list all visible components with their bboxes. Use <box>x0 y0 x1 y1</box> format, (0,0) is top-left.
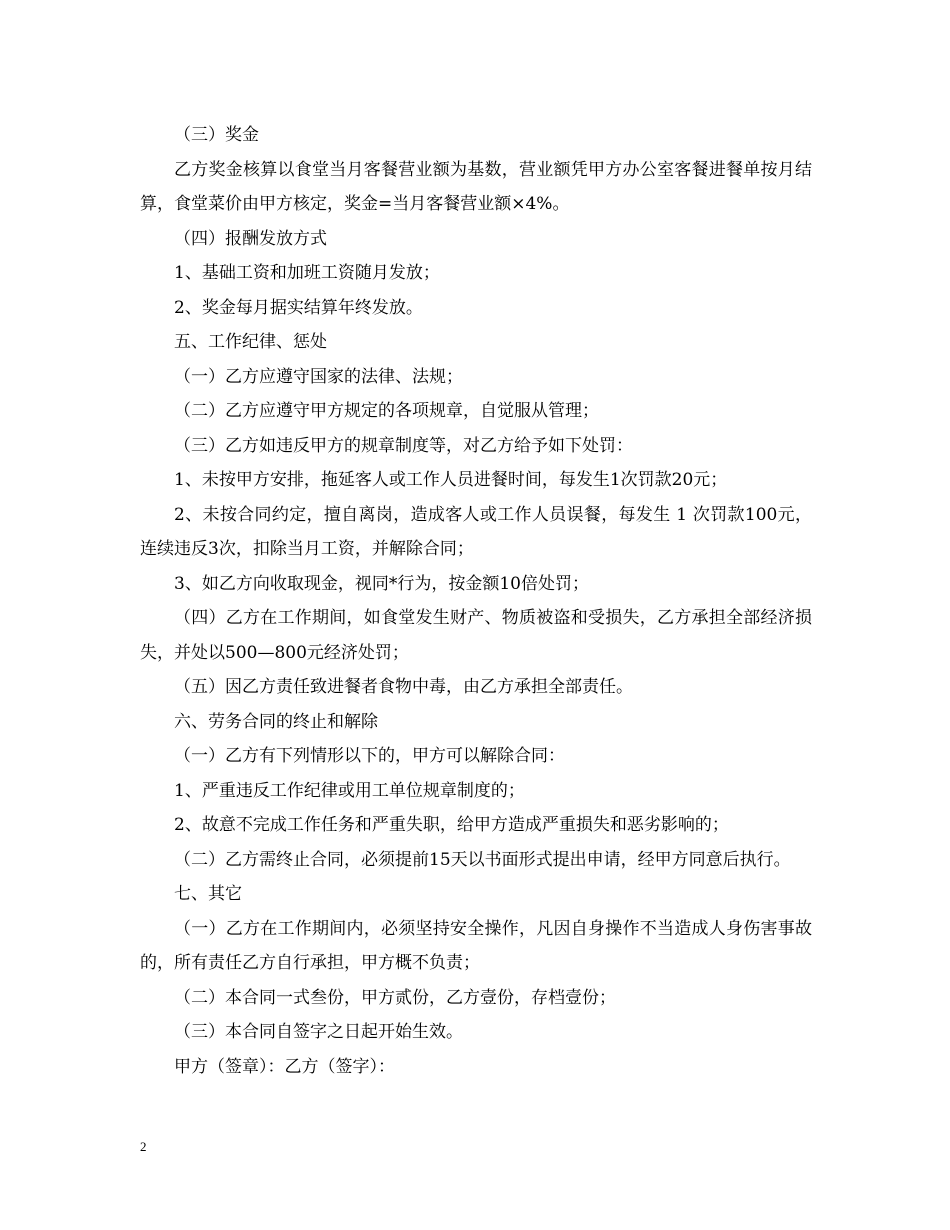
paragraph-other-3: （三）本合同自签字之日起开始生效。 <box>174 1022 463 1042</box>
list-item-payment-2: 2、奖金每月据实结算年终发放。 <box>174 297 423 318</box>
section-heading-termination: 六、劳务合同的终止和解除 <box>174 711 378 732</box>
list-item-penalty-3: 3、如乙方向收取现金，视同*行为，按金额10倍处罚； <box>174 573 589 594</box>
list-item-payment-1: 1、基础工资和加班工资随月发放； <box>174 263 440 283</box>
section-heading-discipline: 五、工作纪律、惩处 <box>174 332 327 352</box>
paragraph-termination-2: （二）乙方需终止合同，必须提前15天以书面形式提出申请，经甲方同意后执行。 <box>174 849 791 870</box>
list-item-penalty-1: 1、未按甲方安排，拖延客人或工作人员进餐时间，每发生1次罚款20元； <box>174 470 728 490</box>
document-body <box>140 118 812 1084</box>
paragraph-discipline-3: （三）乙方如违反甲方的规章制度等，对乙方给予如下处罚： <box>174 435 633 456</box>
section-heading-other: 七、其它 <box>174 884 242 904</box>
list-item-termination-1: 1、严重违反工作纪律或用工单位规章制度的； <box>174 780 525 801</box>
paragraph-termination-1: （一）乙方有下列情形以下的，甲方可以解除合同： <box>174 746 565 766</box>
paragraph-bonus-calculation: 乙方奖金核算以食堂当月客餐营业额为基数，营业额凭甲方办公室客餐进餐单按月结算，食堂菜价由甲方核定，奖金=当月客餐营业额×4%。 <box>140 159 812 214</box>
signature-line: 甲方（签章）：乙方（签字）： <box>174 1056 395 1077</box>
paragraph-discipline-1: （一）乙方应遵守国家的法律、法规； <box>174 366 463 387</box>
section-heading-bonus: （三）奖金 <box>174 125 259 145</box>
paragraph-other-1: （一）乙方在工作期间内，必须坚持安全操作，凡因自身操作不当造成人身伤害事故的，所有责任乙方自行承担，甲方概不负责； <box>140 918 812 973</box>
list-item-penalty-2: 2、未按合同约定，擅自离岗，造成客人或工作人员误餐，每发生 1 次罚款100元，连续违反3次，扣除当月工资，并解除合同； <box>140 504 812 559</box>
paragraph-discipline-2: （二）乙方应遵守甲方规定的各项规章，自觉服从管理； <box>174 401 599 421</box>
paragraph-discipline-5: （五）因乙方责任致进餐者食物中毒，由乙方承担全部责任。 <box>174 677 633 697</box>
paragraph-discipline-4: （四）乙方在工作期间，如食堂发生财产、物质被盗和受损失，乙方承担全部经济损失，并处以500—800元经济处罚； <box>140 608 812 663</box>
paragraph-other-2: （二）本合同一式叁份，甲方贰份，乙方壹份，存档壹份； <box>174 987 616 1008</box>
section-heading-payment-method: （四）报酬发放方式 <box>174 228 327 249</box>
page-number: 2 <box>140 1139 147 1154</box>
list-item-termination-2: 2、故意不完成工作任务和严重失职，给甲方造成严重损失和恶劣影响的； <box>174 815 729 835</box>
